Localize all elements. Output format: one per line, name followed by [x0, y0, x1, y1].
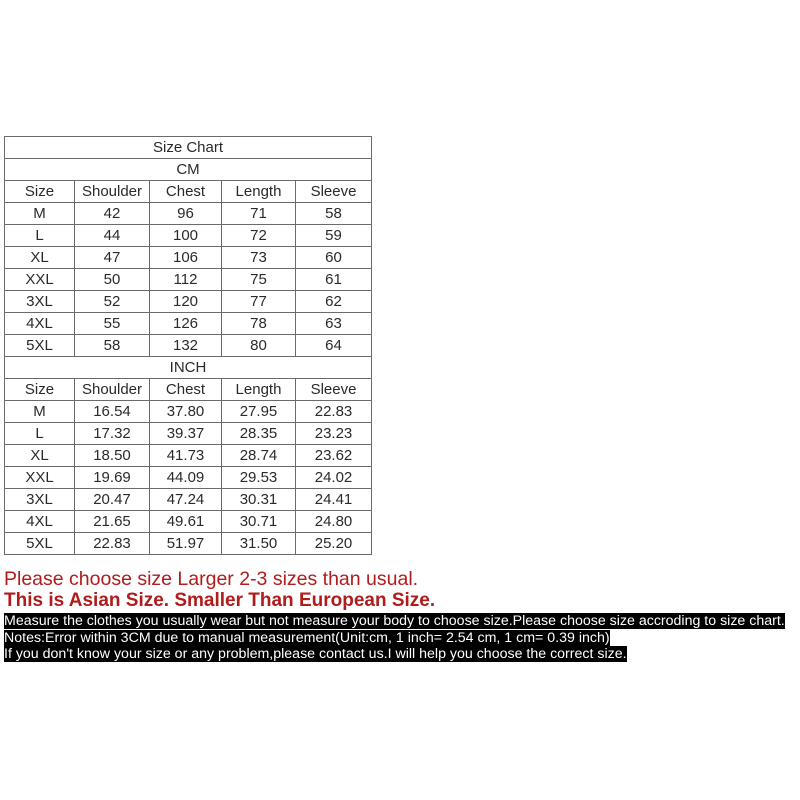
- measurement-cell: 22.83: [296, 401, 372, 423]
- column-header: Shoulder: [75, 181, 150, 203]
- measurement-cell: 24.02: [296, 467, 372, 489]
- measurement-cell: 55: [75, 313, 150, 335]
- table-row: [5, 225, 372, 247]
- table-row: [5, 291, 372, 313]
- measurement-cell: 80: [222, 335, 296, 357]
- measurement-cell: 37.80: [150, 401, 222, 423]
- measurement-cell: 18.50: [75, 445, 150, 467]
- unit-row: [5, 357, 372, 379]
- measurement-cell: 28.74: [222, 445, 296, 467]
- measurement-cell: 42: [75, 203, 150, 225]
- measure-tip: Measure the clothes you usually wear but not measure your body to choose size.Please choose size accroding to size chart.: [4, 613, 785, 629]
- measurement-cell: 23.23: [296, 423, 372, 445]
- measurement-cell: 39.37: [150, 423, 222, 445]
- size-cell: 4XL: [5, 511, 75, 533]
- size-chart-title: Size Chart: [5, 137, 372, 159]
- measurement-cell: 112: [150, 269, 222, 291]
- measurement-cell: 49.61: [150, 511, 222, 533]
- size-cell: 3XL: [5, 489, 75, 511]
- measurement-cell: 17.32: [75, 423, 150, 445]
- measurement-cell: 25.20: [296, 533, 372, 555]
- measurement-cell: 132: [150, 335, 222, 357]
- measurement-cell: 120: [150, 291, 222, 313]
- measurement-cell: 29.53: [222, 467, 296, 489]
- measurement-cell: 63: [296, 313, 372, 335]
- measurement-cell: 50: [75, 269, 150, 291]
- column-header: Size: [5, 379, 75, 401]
- table-row: [5, 423, 372, 445]
- size-cell: XL: [5, 247, 75, 269]
- measurement-cell: 73: [222, 247, 296, 269]
- table-row: [5, 445, 372, 467]
- size-cell: XXL: [5, 467, 75, 489]
- measurement-cell: 44.09: [150, 467, 222, 489]
- table-title-row: [5, 137, 372, 159]
- contact-note: If you don't know your size or any problem,please contact us.I will help you choose the correct size.: [4, 646, 627, 662]
- measurement-cell: 24.41: [296, 489, 372, 511]
- measurement-cell: 59: [296, 225, 372, 247]
- table-row: [5, 313, 372, 335]
- measurement-cell: 64: [296, 335, 372, 357]
- column-header: Sleeve: [296, 379, 372, 401]
- measurement-cell: 61: [296, 269, 372, 291]
- larger-size-advice: Please choose size Larger 2-3 sizes than usual.: [4, 568, 419, 590]
- column-header: Size: [5, 181, 75, 203]
- unit-label: INCH: [5, 357, 372, 379]
- measurement-cell: 41.73: [150, 445, 222, 467]
- measurement-cell: 23.62: [296, 445, 372, 467]
- measurement-cell: 126: [150, 313, 222, 335]
- column-header: Length: [222, 379, 296, 401]
- table-row: [5, 269, 372, 291]
- measurement-cell: 30.31: [222, 489, 296, 511]
- measurement-cell: 47.24: [150, 489, 222, 511]
- measurement-cell: 21.65: [75, 511, 150, 533]
- measurement-cell: 62: [296, 291, 372, 313]
- size-chart-body: [5, 137, 372, 555]
- table-row: [5, 489, 372, 511]
- column-header: Shoulder: [75, 379, 150, 401]
- asian-size-warning: This is Asian Size. Smaller Than European Size.: [4, 590, 436, 611]
- size-cell: M: [5, 203, 75, 225]
- table-row: [5, 511, 372, 533]
- measurement-cell: 24.80: [296, 511, 372, 533]
- size-cell: XL: [5, 445, 75, 467]
- measurement-cell: 44: [75, 225, 150, 247]
- column-header: Length: [222, 181, 296, 203]
- size-cell: M: [5, 401, 75, 423]
- size-cell: 5XL: [5, 533, 75, 555]
- measurement-cell: 22.83: [75, 533, 150, 555]
- table-row: [5, 247, 372, 269]
- size-cell: 4XL: [5, 313, 75, 335]
- measurement-cell: 52: [75, 291, 150, 313]
- unit-row: [5, 159, 372, 181]
- header-row: [5, 379, 372, 401]
- measurement-cell: 96: [150, 203, 222, 225]
- measurement-cell: 78: [222, 313, 296, 335]
- column-header: Sleeve: [296, 181, 372, 203]
- measurement-cell: 47: [75, 247, 150, 269]
- measurement-cell: 100: [150, 225, 222, 247]
- error-note: Notes:Error within 3CM due to manual measurement(Unit:cm, 1 inch= 2.54 cm, 1 cm= 0.39 inch): [4, 629, 610, 646]
- size-cell: L: [5, 225, 75, 247]
- measurement-cell: 71: [222, 203, 296, 225]
- unit-label: CM: [5, 159, 372, 181]
- size-cell: 5XL: [5, 335, 75, 357]
- measurement-cell: 58: [296, 203, 372, 225]
- measurement-cell: 19.69: [75, 467, 150, 489]
- size-chart-table: [4, 136, 372, 555]
- size-cell: XXL: [5, 269, 75, 291]
- measurement-cell: 28.35: [222, 423, 296, 445]
- measurement-cell: 77: [222, 291, 296, 313]
- measurement-cell: 106: [150, 247, 222, 269]
- table-row: [5, 203, 372, 225]
- measurement-cell: 20.47: [75, 489, 150, 511]
- measurement-cell: 30.71: [222, 511, 296, 533]
- table-row: [5, 401, 372, 423]
- measurement-cell: 51.97: [150, 533, 222, 555]
- measurement-cell: 72: [222, 225, 296, 247]
- table-row: [5, 467, 372, 489]
- measurement-cell: 16.54: [75, 401, 150, 423]
- measurement-cell: 31.50: [222, 533, 296, 555]
- measurement-cell: 75: [222, 269, 296, 291]
- header-row: [5, 181, 372, 203]
- measurement-cell: 60: [296, 247, 372, 269]
- measurement-cell: 58: [75, 335, 150, 357]
- size-cell: L: [5, 423, 75, 445]
- size-notes: [4, 568, 800, 662]
- measurement-cell: 27.95: [222, 401, 296, 423]
- size-cell: 3XL: [5, 291, 75, 313]
- table-row: [5, 533, 372, 555]
- table-row: [5, 335, 372, 357]
- column-header: Chest: [150, 379, 222, 401]
- column-header: Chest: [150, 181, 222, 203]
